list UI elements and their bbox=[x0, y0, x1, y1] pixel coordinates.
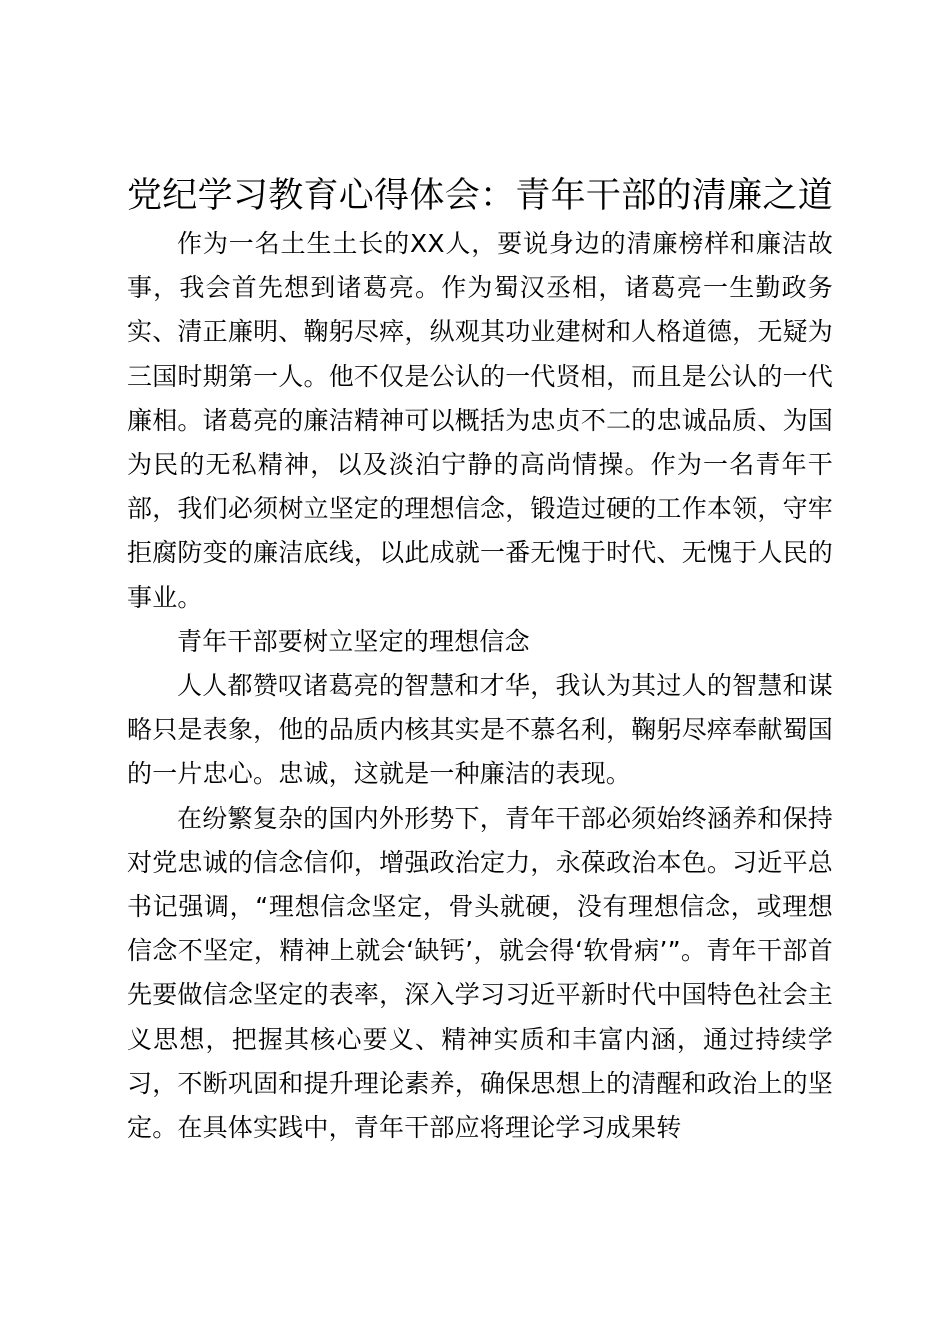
paragraph-intro: 作为一名土生土长的XX人，要说身边的清廉榜样和廉洁故事，我会首先想到诸葛亮。作为蜀汉丞相，诸葛亮一生勤政务实、清正廉明、鞠躬尽瘁，纵观其功业建树和人格道德，无疑为三国时期第一人。他不仅是公认的一代贤相，而且是公认的一代廉相。诸葛亮的廉洁精神可以概括为忠贞不二的忠诚品质、为国为民的无私精神，以及淡泊宁静的高尚情操。作为一名青年干部，我们必须树立坚定的理想信念，锻造过硬的工作本领，守牢拒腐防变的廉洁底线，以此成就一番无愧于时代、无愧于人民的事业。 bbox=[127, 229, 833, 612]
document-body bbox=[127, 170, 833, 1150]
section-heading: 青年干部要树立坚定的理想信念 bbox=[177, 626, 530, 656]
paragraph-conviction: 在纷繁复杂的国内外形势下，青年干部必须始终涵养和保持对党忠诚的信念信仰，增强政治定力，永葆政治本色。习近平总书记强调，“理想信念坚定，骨头就硬，没有理想信念，或理想信念不坚定，精神上就会‘缺钙’，就会得‘软骨病’”。青年干部首先要做信念坚定的表率，深入学习习近平新时代中国特色社会主义思想，把握其核心要义、精神实质和丰富内涵，通过持续学习，不断巩固和提升理论素养，确保思想上的清醒和政治上的坚定。在具体实践中，青年干部应将理论学习成果转 bbox=[127, 803, 833, 1143]
document-title: 党纪学习教育心得体会：青年干部的清廉之道 bbox=[127, 176, 834, 216]
paragraph-loyalty: 人人都赞叹诸葛亮的智慧和才华，我认为其过人的智慧和谋略只是表象，他的品质内核其实是不慕名利，鞠躬尽瘁奉献蜀国的一片忠心。忠诚，这就是一种廉洁的表现。 bbox=[127, 671, 833, 789]
